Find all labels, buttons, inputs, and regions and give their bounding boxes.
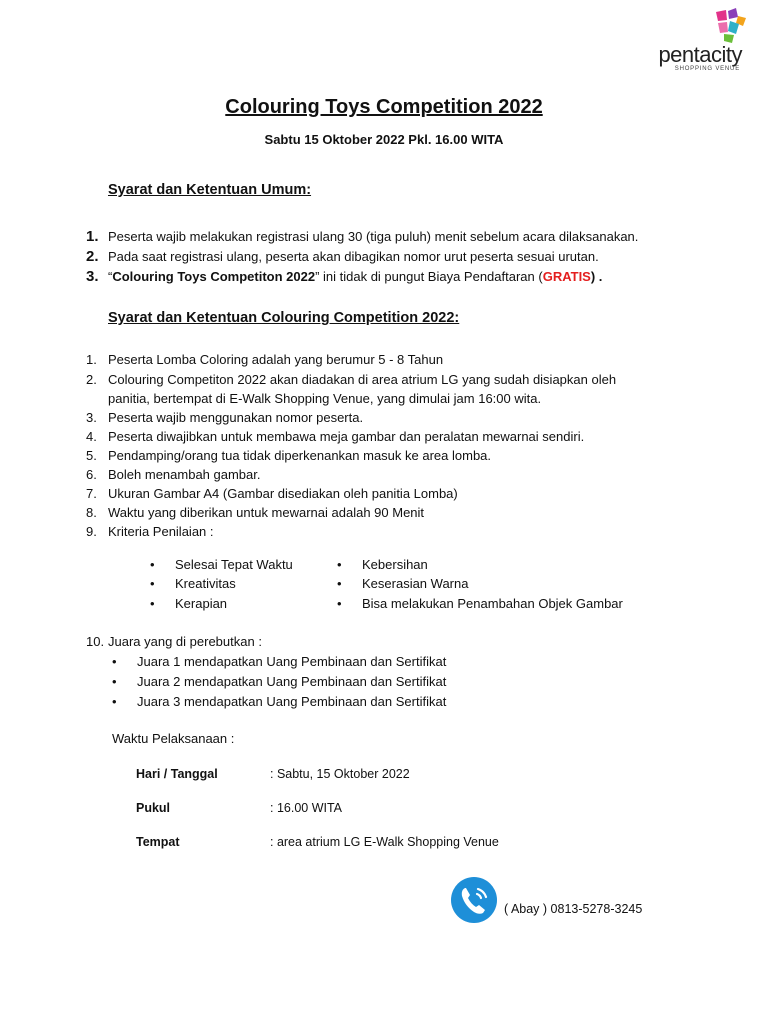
logo-wordmark: pentacity — [658, 42, 742, 67]
schedule-value-time: : 16.00 WITA — [270, 801, 343, 815]
list-item: • Juara 1 mendapatkan Uang Pembinaan dan Sertifikat — [112, 654, 447, 669]
schedule-label-place: Tempat — [136, 835, 180, 849]
list-item: 2. Colouring Competiton 2022 akan diadakan di area atrium LG yang sudah disiapkan oleh — [86, 372, 617, 387]
list-item: 8. Waktu yang diberikan untuk mewarnai adalah 90 Menit — [86, 505, 425, 520]
list-item: • Kebersihan — [337, 557, 428, 572]
free-badge: GRATIS — [542, 269, 591, 284]
schedule-label-time: Pukul — [136, 801, 171, 815]
pentacity-logo-icon — [712, 8, 748, 44]
list-item: 10. Juara yang di perebutkan : — [86, 634, 262, 649]
schedule-heading: Waktu Pelaksanaan : — [112, 731, 235, 746]
list-item-continuation: panitia, bertempat di E-Walk Shopping Venue, yang dimulai jam 16:00 wita. — [108, 391, 542, 406]
contact-phone: ( Abay ) 0813-5278-3245 — [504, 902, 643, 916]
list-item: 4. Peserta diwajibkan untuk membawa meja gambar dan peralatan mewarnai sendiri. — [86, 429, 585, 444]
list-item: 5. Pendamping/orang tua tidak diperkenankan masuk ke area lomba. — [86, 448, 492, 463]
list-item: 3. Peserta wajib menggunakan nomor peserta. — [86, 410, 364, 425]
phone-icon — [450, 876, 498, 924]
list-item: • Juara 3 mendapatkan Uang Pembinaan dan Sertifikat — [112, 694, 447, 709]
general-terms-heading: Syarat dan Ketentuan Umum: — [108, 182, 312, 198]
event-date: Sabtu 15 Oktober 2022 Pkl. 16.00 WITA — [264, 132, 504, 147]
list-item: • Kerapian — [150, 596, 228, 611]
list-item: 3. “Colouring Toys Competiton 2022” ini tidak di pungut Biaya Pendaftaran (GRATIS) . — [86, 268, 603, 285]
list-item: • Kreativitas — [150, 576, 236, 591]
competition-terms-heading: Syarat dan Ketentuan Colouring Competition 2022: — [108, 310, 460, 326]
page-title: Colouring Toys Competition 2022 — [225, 96, 543, 118]
list-item: 2. Pada saat registrasi ulang, peserta akan dibagikan nomor urut peserta sesuai urutan. — [86, 248, 599, 265]
schedule-label-date: Hari / Tanggal — [136, 767, 218, 781]
list-item: • Juara 2 mendapatkan Uang Pembinaan dan Sertifikat — [112, 674, 447, 689]
logo-tagline: SHOPPING VENUE — [674, 66, 740, 72]
list-item: 9. Kriteria Penilaian : — [86, 524, 214, 539]
schedule-value-place: : area atrium LG E-Walk Shopping Venue — [270, 835, 499, 849]
list-item: • Bisa melakukan Penambahan Objek Gambar — [337, 596, 623, 611]
list-item: • Keserasian Warna — [337, 576, 469, 591]
list-item: 6. Boleh menambah gambar. — [86, 467, 261, 482]
schedule-value-date: : Sabtu, 15 Oktober 2022 — [270, 767, 410, 781]
list-item: 1. Peserta wajib melakukan registrasi ulang 30 (tiga puluh) menit sebelum acara dilaksanakan. — [86, 228, 639, 245]
list-item: 1. Peserta Lomba Coloring adalah yang berumur 5 - 8 Tahun — [86, 352, 444, 367]
list-item: 7. Ukuran Gambar A4 (Gambar disediakan oleh panitia Lomba) — [86, 486, 458, 501]
list-item: • Selesai Tepat Waktu — [150, 557, 293, 572]
